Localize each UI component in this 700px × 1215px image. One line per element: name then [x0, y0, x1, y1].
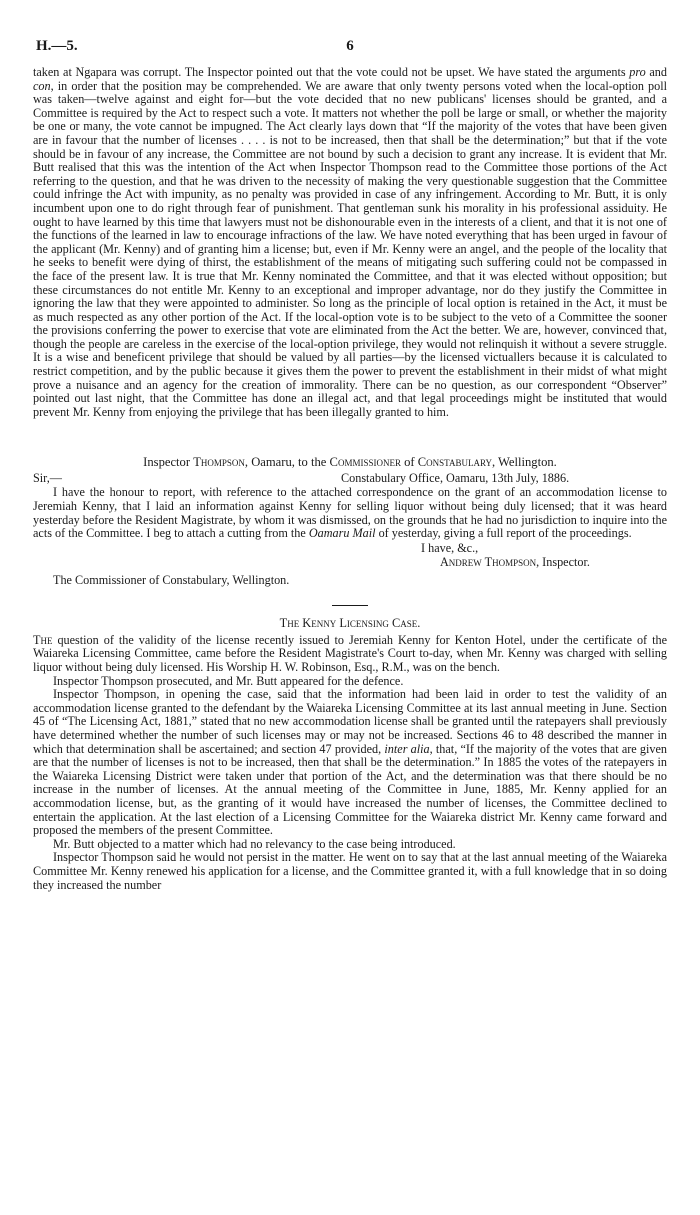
letter-body: I have the honour to report, with reference to the attached correspondence on the grant of an accommodation license to Jeremiah Kenny, that I laid an information against Kenny for selling liquor without being duly licensed; that it was heard yesterday before the Resident Magistrate, by whom it was dismissed, on the grounds that he had no jurisdiction to inquire into the acts of the Committee. I beg to attach a cutting from the Oamaru Mail of yesterday, giving a full report of the proceedings. — [33, 485, 667, 541]
letter-heading: Inspector Thompson, Oamaru, to the Commissioner of Constabulary, Wellington. — [143, 455, 557, 470]
letter-signoff — [33, 541, 667, 569]
document-reference: H.—5. — [36, 38, 78, 54]
letter-closing: I have, &c., — [421, 540, 479, 555]
case-paragraph: Inspector Thompson, in opening the case, said that the information had been laid in order to test the validity of an accommodation license granted to the defendant by the Waiareka Licensing Committee at its last annual meeting in June. Section 45 of “The Licensing Act, 1881,” stated that no new accommodation license shall be granted until the ratepayers shall previously have determined whether the number of such licenses may or may not be increased. Sections 46 to 48 described the manner in which that determination shall be ascertained; and section 47 provided, inter alia, that, “If the majority of the votes that are given are that the number of licenses is not to be increased, then that shall be the determination.” In 1885 the votes of the ratepayers in the Waiareka Licensing District were taken under that portion of the Act, and the determination was that there should be no increase in the number of licenses. At the annual meeting of the Committee in June, 1885, Mr. Kenny applied for an accommodation license, but, as the granting of it would have increased the number of licenses, the Committee declined to entertain the application. At the last election of a Licensing Committee for the Waiareka district Mr. Kenny came forward and proposed the members of the present Committee. — [33, 687, 667, 838]
letter-salutation-row — [33, 471, 667, 486]
article-paragraph: taken at Ngapara was corrupt. The Inspector pointed out that the vote could not be upset. We have stated the arguments pro and con, in order that the position may be comprehended. We are aware that only twenty persons voted when the local-option poll was taken—twelve against and eight for—but the vote decided that no new publicans' licenses should be granted, and a Committee is required by the Act to respect such a vote. It matters not whether the poll be large or small, or whether the majority be one or many, the vote cannot be impugned. The Act clearly lays down that “If the majority of the votes that have been given are in favour that the number of licenses . . . . is not to be increased, then that shall be the determination;” but that if the vote should be in favour of any increase, the Committee are not bound by such a decision to grant any increase. It is evident that Mr. Butt realised that this was the intention of the Act when Inspector Thompson read to the Committee those portions of the Act referring to the question, and that he was driven to the necessity of making the very questionable suggestion that the Committee could infringe the Act with impunity, as no penalty was provided in case of any infringement. According to Mr. Butt, it is only incumbent upon one to do right through fear of punishment. That gentleman sunk his morality in his professional assiduity. He ought to have learned by this time that lawyers must not be dishonourable even in the interests of a client, and that it is not one of the functions of the learned in law to encourage infractions of the law. We have noted everything that has been urged in favour of the applicant (Mr. Kenny) and of granting him a license; but, even if Mr. Kenny were an angel, and the people of the locality that he seeks to benefit were dying of thirst, the establishment of the means of mitigating such suffering could not be compassed in the face of the present law. It is true that Mr. Kenny nominated the Committee, and that it was elected without opposition; but these circumstances do not entitle Mr. Kenny to an exceptional and improper advantage, nor do they justify the Committee in ignoring the law that they were appointed to administer. So long as the principle of local option is retained in the Act, it must be as much respected as any other portion of the Act. If the local-option vote is to be subject to the veto of a Committee the sooner the provisions conferring the power to exercise that vote are eliminated from the Act the better. We are, however, convinced that, though the people are careless in the exercise of the local-option privilege, they would not relinquish it without a severe struggle. It is a wise and beneficent privilege that should be valued by all parties—by the licensed victuallers because it is calculated to restrict competition, and by the public because it gives them the power to prevent the establishment in their midst of what might prove a nuisance and an agency for the creation of immorality. There can be no question, as our correspondent “Observer” pointed out last night, that the Committee has done an illegal act, and that legal proceedings might be instituted that would prevent Mr. Kenny from enjoying the privilege that has been illegally granted to him. — [33, 65, 667, 419]
page-body — [33, 66, 667, 892]
letter-addressee: The Commissioner of Constabulary, Wellington. — [53, 572, 290, 587]
case-paragraph: Mr. Butt objected to a matter which had no relevancy to the case being introduced. — [53, 836, 456, 851]
case-paragraph: Inspector Thompson prosecuted, and Mr. Butt appeared for the defence. — [53, 673, 404, 688]
salutation: Sir,— — [33, 471, 62, 486]
case-title: The Kenny Licensing Case. — [279, 615, 421, 630]
running-head — [36, 38, 664, 56]
case-paragraph: Inspector Thompson said he would not persist in the matter. He went on to say that at the last annual meeting of the Waiareka Committee Mr. Kenny renewed his application for a license, and the Committee granted it, with a full knowledge that in so doing they increased the number — [33, 850, 667, 892]
case-paragraph: The question of the validity of the license recently issued to Jeremiah Kenny for Kenton Hotel, under the certificate of the Waiareka Licensing Committee, came before the Resident Magistrate's Court to-day, when Mr. Kenny was charged with selling liquor without being duly licensed. His Worship H. W. Robinson, Esq., R.M., was on the bench. — [33, 632, 667, 674]
dateline: Constabulary Office, Oamaru, 13th July, 1886. — [341, 471, 570, 486]
page-number: 6 — [346, 38, 354, 54]
letter-signature: Andrew Thompson, Inspector. — [440, 554, 590, 569]
section-divider — [332, 605, 368, 606]
